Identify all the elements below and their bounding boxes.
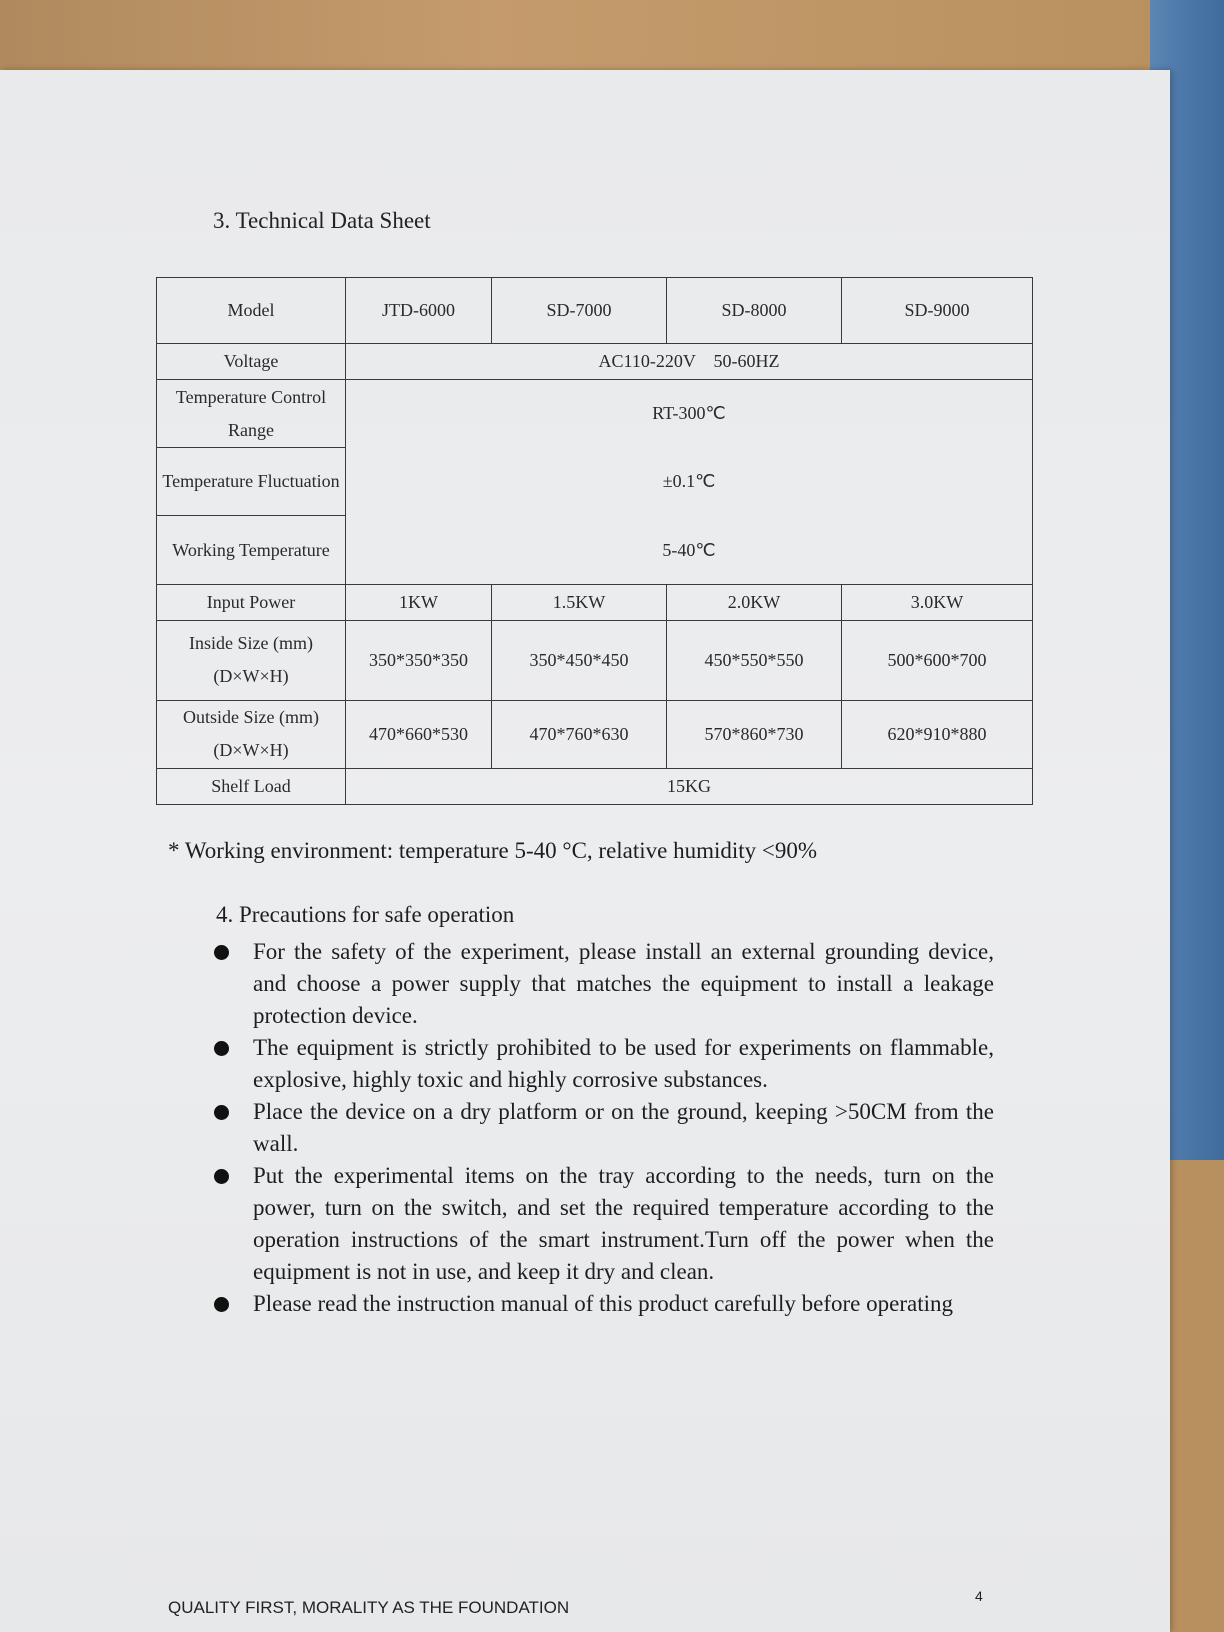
input-power-cell: 1KW [346,584,492,620]
voltage-value: AC110-220V 50-60HZ [346,344,1033,380]
precaution-text: Put the experimental items on the tray according to the needs, turn on the power, turn on the switch, and set the required temperature according to the operation instructions of the smart instrument.Turn off the power when the equipment is not in use, and keep it dry and clean. [253,1163,994,1284]
outside-size-cell: 470*660*530 [346,700,492,768]
table-row-shelf-load [157,768,1033,804]
row-label-temp-control: Temperature Control Range [157,380,346,448]
inside-size-label: Inside Size (mm) [189,633,313,654]
bullet-icon [214,1297,229,1312]
precaution-text: Place the device on a dry platform or on the ground, keeping >50CM from the wall. [253,1099,994,1156]
table-row-voltage [157,344,1033,380]
list-item [204,1096,994,1160]
working-temp-value: 5-40℃ [346,516,1033,584]
working-environment-note: * Working environment: temperature 5-40 °C, relative humidity <90% [168,838,818,863]
table-row-input-power [157,584,1033,620]
inside-size-cell: 500*600*700 [842,620,1033,700]
list-item [204,1032,994,1096]
inside-size-cell: 450*550*550 [667,620,842,700]
bullet-icon [214,945,229,960]
model-cell: SD-9000 [842,278,1033,344]
list-item [204,936,994,1032]
bullet-icon [214,1169,229,1184]
model-cell: JTD-6000 [346,278,492,344]
temp-fluct-value: ±0.1℃ [346,448,1033,516]
inside-size-cell: 350*450*450 [492,620,667,700]
row-label-working-temp: Working Temperature [157,516,346,584]
footer-slogan: QUALITY FIRST, MORALITY AS THE FOUNDATION [168,1598,570,1617]
row-label-temp-fluct: Temperature Fluctuation [157,448,346,516]
table-row-working-temp [157,516,1033,584]
model-cell: SD-7000 [492,278,667,344]
row-label-model: Model [157,278,346,344]
table-row-temp-fluct [157,448,1033,516]
input-power-cell: 2.0KW [667,584,842,620]
precautions-title: 4. Precautions for safe operation [216,902,515,927]
outside-size-sublabel: (D×W×H) [213,740,289,761]
outside-size-cell: 470*760*630 [492,700,667,768]
document-page [0,70,1170,1632]
inside-size-cell: 350*350*350 [346,620,492,700]
table-row-outside-size [157,700,1033,768]
precautions-list [204,936,994,1320]
row-label-input-power: Input Power [157,584,346,620]
page-number: 4 [975,1588,983,1604]
list-item [204,1160,994,1288]
temp-control-value: RT-300℃ [346,380,1033,448]
bullet-icon [214,1105,229,1120]
table-row-temp-control [157,380,1033,448]
row-label-inside-size [157,620,346,700]
row-label-outside-size [157,700,346,768]
outside-size-label: Outside Size (mm) [183,707,319,728]
model-cell: SD-8000 [667,278,842,344]
table-row-model [157,278,1033,344]
bullet-icon [214,1041,229,1056]
technical-data-table [156,277,1033,805]
row-label-shelf-load: Shelf Load [157,768,346,804]
outside-size-cell: 620*910*880 [842,700,1033,768]
precaution-text: For the safety of the experiment, please install an external grounding device, and choose a power supply that matches the equipment to install a leakage protection device. [253,939,994,1028]
section-title: 3. Technical Data Sheet [213,208,431,233]
list-item [204,1288,994,1320]
inside-size-sublabel: (D×W×H) [213,666,289,687]
precaution-text: The equipment is strictly prohibited to be used for experiments on flammable, explosive, highly toxic and highly corrosive substances. [253,1035,994,1092]
shelf-load-value: 15KG [346,768,1033,804]
outside-size-cell: 570*860*730 [667,700,842,768]
table-row-inside-size [157,620,1033,700]
input-power-cell: 3.0KW [842,584,1033,620]
precaution-text: Please read the instruction manual of this product carefully before operating [253,1291,953,1316]
input-power-cell: 1.5KW [492,584,667,620]
row-label-voltage: Voltage [157,344,346,380]
